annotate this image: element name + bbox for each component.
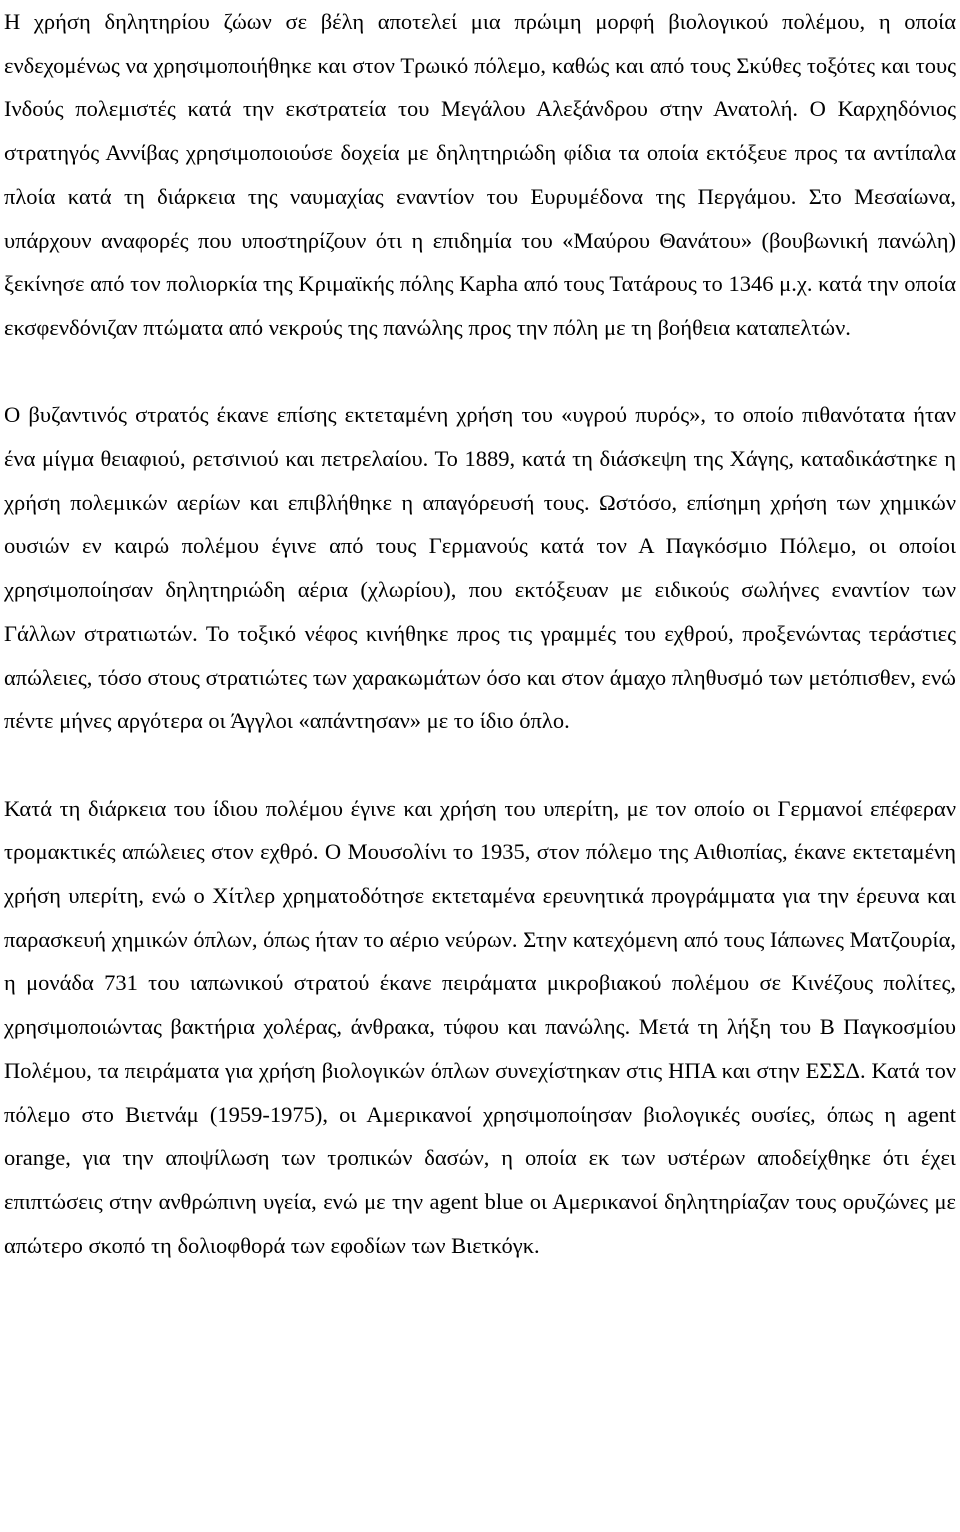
paragraph-chemical-weapons-history: Ο βυζαντινός στρατός έκανε επίσης εκτεταμένη χρήση του «υγρού πυρός», το οποίο πιθανότατα ήταν ένα μίγμα θειαφιού, ρετσινιού και πετρελαίου. Το 1889, κατά τη διάσκεψη της Χάγης, καταδικάστηκε η χρήση πολεμικών αερίων και επιβλήθηκε η απαγόρευσή τους. Ωστόσο, επίσημη χρήση των χημικών ουσιών εν καιρώ πολέμου έγινε από τους Γερμανούς κατά τον Α Παγκόσμιο Πόλεμο, οι οποίοι χρησιμοποίησαν δηλητηριώδη αέρια (χλωρίου), που εκτόξευαν με ειδικούς σωλήνες εναντίον των Γάλλων στρατιωτών. Το τοξικό νέφος κινήθηκε προς τις γραμμές του εχθρού, προξενώντας τεράστιες απώλειες, τόσο στους στρατιώτες των χαρακωμάτων όσο και στον άμαχο πληθυσμό των μετόπισθεν, ενώ πέντε μήνες αργότερα οι Άγγλοι «απάντησαν» με το ίδιο όπλο.: [4, 402, 956, 734]
paragraph-modern-weapons-programs: Κατά τη διάρκεια του ίδιου πολέμου έγινε και χρήση του υπερίτη, με τον οποίο οι Γερμανοί επέφεραν τρομακτικές απώλειες στον εχθρό. Ο Μουσολίνι το 1935, στον πόλεμο της Αιθιοπίας, έκανε εκτεταμένη χρήση υπερίτη, ενώ ο Χίτλερ χρηματοδότησε εκτεταμένα ερευνητικά προγράμματα για την έρευνα και παρασκευή χημικών όπλων, όπως ήταν το αέριο νεύρων. Στην κατεχόμενη από τους Ιάπωνες Ματζουρία, η μονάδα 731 του ιαπωνικού στρατού έκανε πειράματα μικροβιακού πολέμου σε Κινέζους πολίτες, χρησιμοποιώντας βακτήρια χολέρας, άνθρακα, τύφου και πανώλης. Μετά τη λήξη του Β Παγκοσμίου Πολέμου, τα πειράματα για χρήση βιολογικών όπλων συνεχίστηκαν στις ΗΠΑ και στην ΕΣΣΔ. Κατά τον πόλεμο στο Βιετνάμ (1959-1975), οι Αμερικανοί χρησιμοποίησαν βιολογικές ουσίες, όπως η agent orange, για την αποψίλωση των τροπικών δασών, η οποία εκ των υστέρων αποδείχθηκε ότι έχει επιπτώσεις στην ανθρώπινη υγεία, ενώ με την agent blue οι Αμερικανοί δηλητηρίαζαν τους ορυζώνες με απώτερο σκοπό τη δολιοφθορά των εφοδίων των Βιετκόγκ.: [4, 795, 956, 1258]
paragraph-spacer: [4, 350, 956, 394]
paragraph-biological-warfare-history: Η χρήση δηλητηρίου ζώων σε βέλη αποτελεί μια πρώιμη μορφή βιολογικού πολέμου, η οποία ενδεχομένως να χρησιμοποιήθηκε και στον Τρωικό πόλεμο, καθώς και από τους Σκύθες τοξότες και τους Ινδούς πολεμιστές κατά την εκστρατεία του Μεγάλου Αλεξάνδρου στην Ανατολή. Ο Καρχηδόνιος στρατηγός Αννίβας χρησιμοποιούσε δοχεία με δηλητηριώδη φίδια τα οποία εκτόξευε προς τα αντίπαλα πλοία κατά τη διάρκεια της ναυμαχίας εναντίον του Ευρυμέδονα της Περγάμου. Στο Μεσαίωνα, υπάρχουν αναφορές που υποστηρίζουν ότι η επιδημία του «Μαύρου Θανάτου» (βουβωνική πανώλη) ξεκίνησε από τον πολιορκία της Κριμαϊκής πόλης Kapha από τους Τατάρους το 1346 μ.χ. κατά την οποία εκσφενδόνιζαν πτώματα από νεκρούς της πανώλης προς την πόλη με τη βοήθεια καταπελτών.: [4, 9, 956, 340]
paragraph-spacer: [4, 743, 956, 787]
document-body: [4, 0, 956, 1267]
